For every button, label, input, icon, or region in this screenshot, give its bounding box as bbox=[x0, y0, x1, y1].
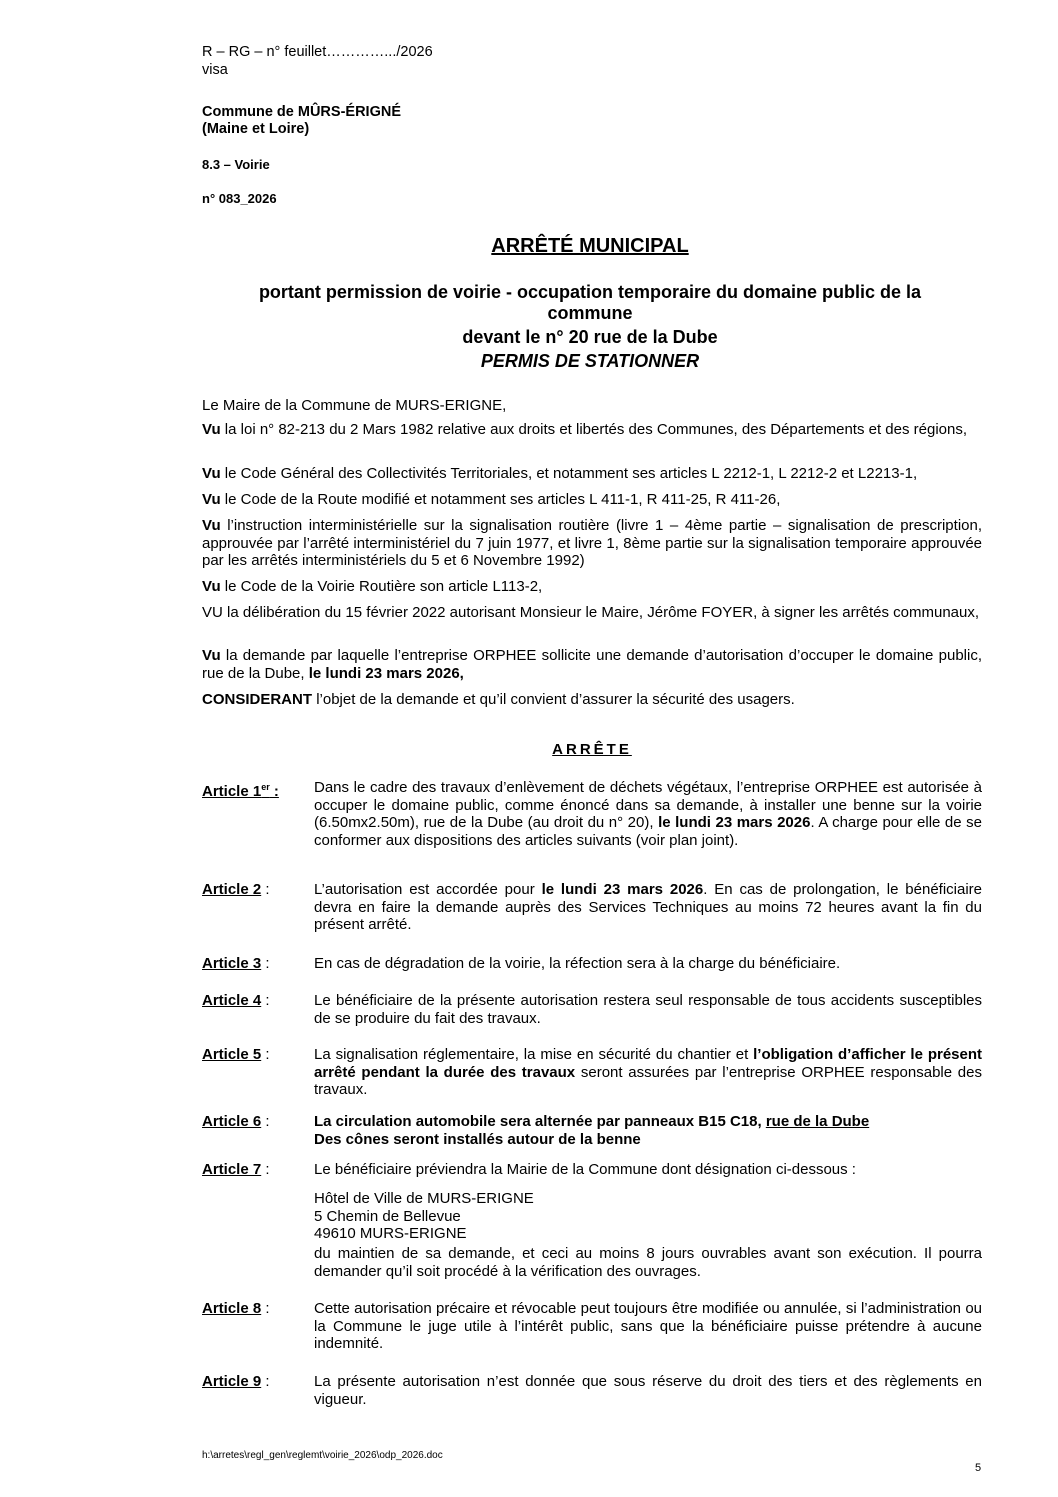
mairie-address bbox=[314, 1190, 982, 1243]
article-1-label: Article 1er : bbox=[202, 782, 279, 800]
page-number: 5 bbox=[975, 1462, 982, 1474]
article-5-label: Article 5 : bbox=[202, 1046, 270, 1063]
article-7-label: Article 7 : bbox=[202, 1161, 270, 1178]
department-name: (Maine et Loire) bbox=[202, 121, 310, 137]
address-line-2: 5 Chemin de Bellevue bbox=[314, 1207, 461, 1225]
article-9-label: Article 9 : bbox=[202, 1373, 270, 1390]
article-4-text: Le bénéficiaire de la présente autorisation restera seul responsable de tous accidents susceptibles de se produire du fait des travaux. bbox=[314, 992, 982, 1027]
vu-paragraph-4: Vu l’instruction interministérielle sur la signalisation routière (livre 1 – 4ème partie – signalisation de prescription, approuvée par l’arrêté interministériel du 7 juin 1977, et livre 1, 8ème partie sur la signalisation temporaire approuvée par les arrêtés interministériels du 5 et 6 Novembre 1992) bbox=[202, 517, 983, 569]
article-2-label: Article 2 : bbox=[202, 881, 270, 898]
subtitle-line-1: portant permission de voirie - occupation temporaire du domaine public de la bbox=[258, 282, 922, 302]
article-6-text: La circulation automobile sera alternée par panneaux B15 C18, rue de la Dube Des cônes seront installés autour de la benne bbox=[314, 1113, 870, 1148]
category-label: 8.3 – Voirie bbox=[202, 157, 270, 172]
file-path-footer: h:\arretes\regl_gen\reglemt\voirie_2026\odp_2026.doc bbox=[202, 1450, 443, 1461]
article-8-label: Article 8 : bbox=[202, 1300, 270, 1317]
vu-paragraph-6: VU la délibération du 15 février 2022 autorisant Monsieur le Maire, Jérôme FOYER, à signer les arrêtés communaux, bbox=[202, 604, 980, 621]
article-8-text: Cette autorisation précaire et révocable peut toujours être modifiée ou annulée, si l’administration ou la Commune le juge utile à l’intérêt public, sans que la bénéficiaire puisse prétendre à aucune indemnité. bbox=[314, 1300, 982, 1352]
vu-paragraph-5: Vu le Code de la Voirie Routière son article L113-2, bbox=[202, 578, 543, 595]
vu-paragraph-1: Vu la loi n° 82-213 du 2 Mars 1982 relative aux droits et libertés des Communes, des Départements et des régions, bbox=[202, 421, 968, 438]
permis-title: PERMIS DE STATIONNER bbox=[480, 351, 700, 371]
subtitle-line-3: devant le n° 20 rue de la Dube bbox=[462, 327, 718, 347]
visa-label: visa bbox=[202, 62, 228, 78]
commune-name: Commune de MÛRS-ÉRIGNÉ bbox=[202, 104, 401, 120]
vu-paragraph-3: Vu le Code de la Route modifié et notamment ses articles L 411-1, R 411-25, R 411-26, bbox=[202, 491, 781, 508]
page-title: ARRÊTÉ MUNICIPAL bbox=[491, 235, 689, 257]
article-3-label: Article 3 : bbox=[202, 955, 270, 972]
article-9-text: La présente autorisation n’est donnée que sous réserve du droit des tiers et des règlements en vigueur. bbox=[314, 1373, 982, 1408]
arrete-heading: ARRÊTE bbox=[552, 741, 632, 758]
preamble-intro: Le Maire de la Commune de MURS-ERIGNE, bbox=[202, 397, 507, 414]
article-6-label: Article 6 : bbox=[202, 1113, 270, 1130]
subtitle-line-2: commune bbox=[547, 303, 633, 323]
address-line-1: Hôtel de Ville de MURS-ERIGNE bbox=[314, 1190, 534, 1207]
article-7-text: Le bénéficiaire préviendra la Mairie de la Commune dont désignation ci-dessous : bbox=[314, 1161, 856, 1178]
article-2-text: L’autorisation est accordée pour le lundi 23 mars 2026. En cas de prolongation, le bénéficiaire devra en faire la demande auprès des Services Techniques au moins 72 heures avant la fin du présent arrêté. bbox=[314, 881, 983, 933]
feuillet-reference: R – RG – n° feuillet………….../2026 bbox=[202, 44, 433, 60]
article-3-text: En cas de dégradation de la voirie, la réfection sera à la charge du bénéficiaire. bbox=[314, 955, 841, 972]
article-1-text: Dans le cadre des travaux d’enlèvement de déchets végétaux, l’entreprise ORPHEE est autorisée à occuper le domaine public, comme énoncé dans sa demande, à installer une benne sur la voirie (6.50mx2.50m), rue de la Dube (au droit du n° 20), le lundi 23 mars 2026. A charge pour elle de se conformer aux dispositions des articles suivants (voir plan joint). bbox=[314, 779, 982, 849]
article-4-label: Article 4 : bbox=[202, 992, 270, 1009]
vu-paragraph-2: Vu le Code Général des Collectivités Territoriales, et notamment ses articles L 2212-1, L 2212-2 et L2213-1, bbox=[202, 465, 918, 482]
vu-paragraph-7: Vu la demande par laquelle l’entreprise ORPHEE sollicite une demande d’autorisation d’occuper le domaine public, rue de la Dube, le lundi 23 mars 2026, bbox=[202, 647, 982, 682]
arrete-number: n° 083_2026 bbox=[202, 191, 277, 206]
article-7-text-continued: du maintien de sa demande, et ceci au moins 8 jours ouvrables avant son exécution. Il pourra demander qu’il soit procédé à la vérification des ouvrages. bbox=[314, 1245, 982, 1280]
article-5-text: La signalisation réglementaire, la mise en sécurité du chantier et l’obligation d’afficher le présent arrêté pendant la durée des travaux seront assurées par l’entreprise ORPHEE responsable des travaux. bbox=[314, 1046, 983, 1098]
considerant-paragraph: CONSIDERANT l’objet de la demande et qu’il convient d’assurer la sécurité des usagers. bbox=[202, 691, 795, 708]
address-line-3: 49610 MURS-ERIGNE bbox=[314, 1225, 467, 1242]
